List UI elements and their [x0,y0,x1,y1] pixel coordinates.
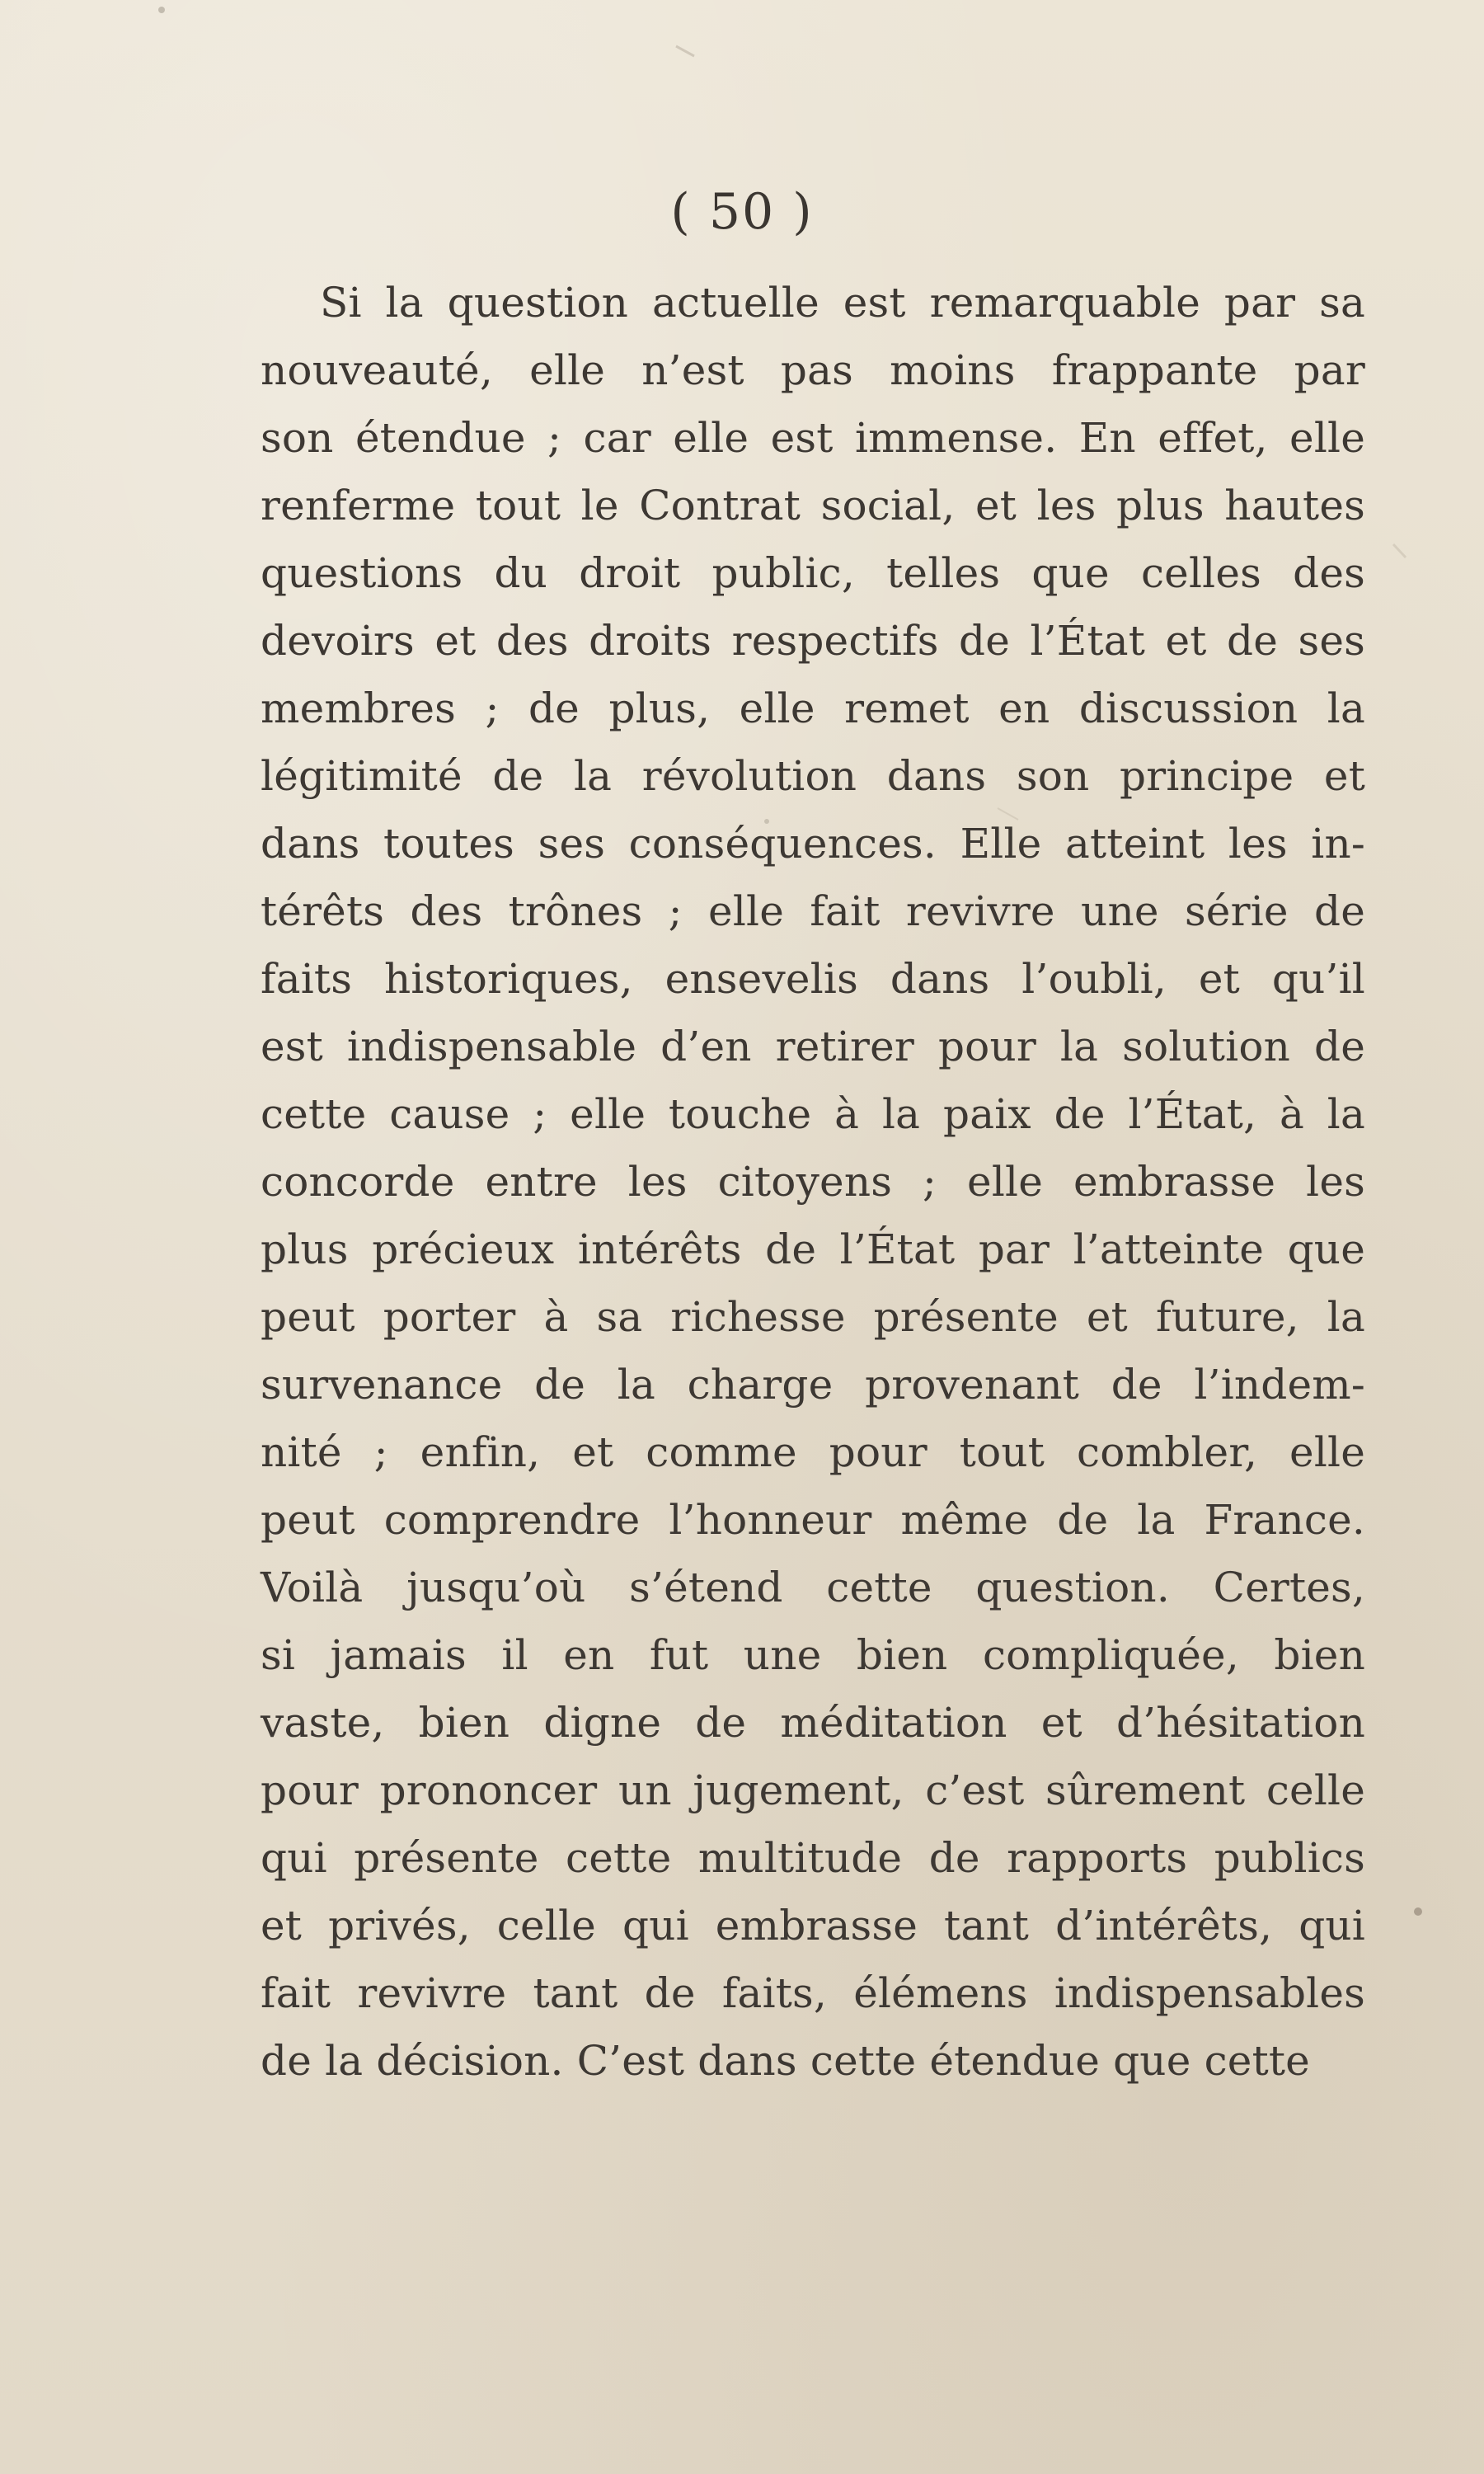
text-line: dans toutes ses conséquences. Elle atteint les in- [261,820,1365,868]
text-line: peut porter à sa richesse présente et future, la [261,1293,1365,1341]
text-line: concorde entre les citoyens ; elle embrasse les [261,1158,1365,1206]
text-line: térêts des trônes ; elle fait revivre une série de [261,887,1365,935]
text-line: devoirs et des droits respectifs de l’État et de ses [261,617,1365,665]
text-line: Si la question actuelle est remarquable par sa [320,279,1365,327]
text-line: légitimité de la révolution dans son principe et [261,752,1365,800]
text-line: de la décision. C’est dans cette étendue que cette [261,2037,1310,2085]
text-line: son étendue ; car elle est immense. En effet, elle [261,414,1365,462]
text-line: fait revivre tant de faits, élémens indispensables [261,1969,1365,2017]
text-line: cette cause ; elle touche à la paix de l’État, à la [261,1090,1365,1138]
text-line: et privés, celle qui embrasse tant d’intérêts, qui [261,1902,1365,1950]
text-line: Voilà jusqu’où s’étend cette question. Certes, [261,1564,1365,1611]
text-line: est indispensable d’en retirer pour la solution de [261,1023,1365,1070]
text-line: vaste, bien digne de méditation et d’hésitation [261,1699,1365,1747]
body-text [261,269,1365,2095]
page-number: ( 50 ) [670,183,814,241]
text-line: questions du droit public, telles que celles des [261,549,1365,597]
text-line: si jamais il en fut une bien compliquée, bien [261,1631,1365,1679]
text-line: faits historiques, ensevelis dans l’oubli, et qu’il [261,955,1365,1003]
text-line: nouveauté, elle n’est pas moins frappante par [261,346,1365,394]
text-line: renferme tout le Contrat social, et les plus hautes [261,482,1365,529]
text-line: peut comprendre l’honneur même de la France. [261,1496,1365,1544]
text-line: nité ; enfin, et comme pour tout combler, elle [261,1428,1365,1476]
text-line: membres ; de plus, elle remet en discussion la [261,684,1365,732]
text-line: survenance de la charge provenant de l’indem- [261,1361,1365,1409]
text-line: pour prononcer un jugement, c’est sûrement celle [261,1766,1365,1814]
text-line: qui présente cette multitude de rapports publics [261,1834,1365,1882]
text-line: plus précieux intérêts de l’État par l’atteinte que [261,1225,1365,1273]
